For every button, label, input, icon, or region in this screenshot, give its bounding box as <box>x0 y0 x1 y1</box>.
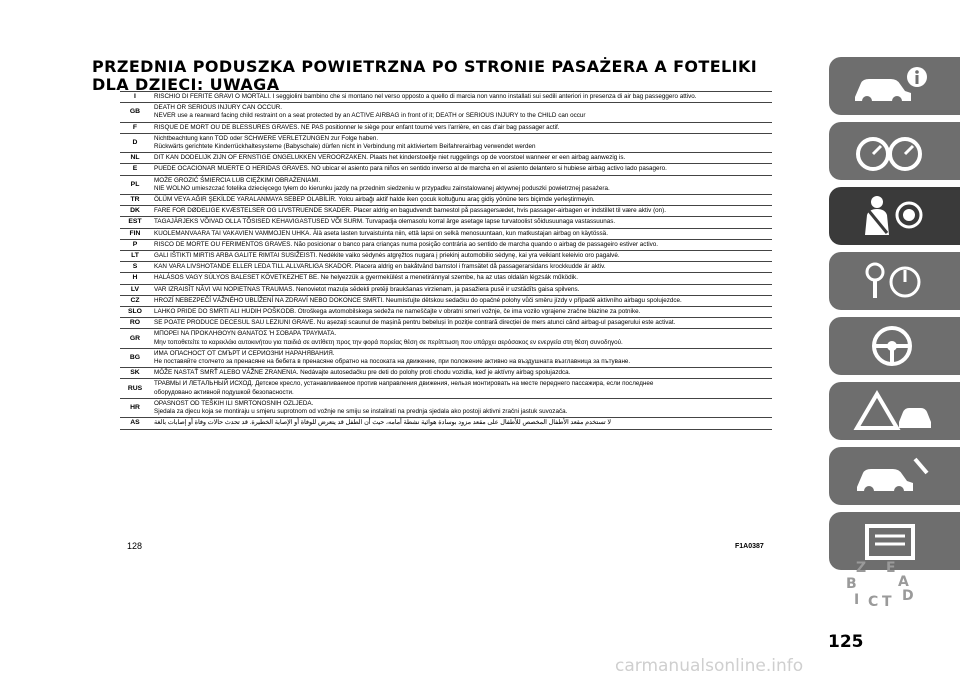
warning-row <box>120 153 772 164</box>
warning-text <box>150 92 772 103</box>
language-code: GB <box>120 103 150 122</box>
warning-text <box>150 239 772 250</box>
tab-safety[interactable] <box>829 187 960 245</box>
language-code: F <box>120 122 150 133</box>
warning-text <box>150 122 772 133</box>
language-code: LT <box>120 251 150 262</box>
language-code: RUS <box>120 379 150 398</box>
language-code: RO <box>120 318 150 329</box>
index-letter: A <box>898 574 909 590</box>
tab-driving[interactable] <box>829 317 960 375</box>
index-letter: E <box>886 560 896 576</box>
tab-emergency[interactable] <box>829 382 960 440</box>
warning-text <box>150 284 772 295</box>
language-code: SLO <box>120 307 150 318</box>
warning-text <box>150 206 772 217</box>
language-code: NL <box>120 153 150 164</box>
warning-row <box>120 329 772 348</box>
warning-line: TAGAJÄRJEKS VÕIVAD OLLA TÕSISED KEHAVIGASTUSED VÕI SURM. Turvapadja olemasolu korral ärge asetage lapse turvatoolist sõidusuunaga vastassuunas. <box>154 218 616 226</box>
seatbelt-airbag-icon <box>847 193 937 239</box>
warning-line: HROZÍ NEBEZPEČÍ VÁŽNÉHO UBLÍŽENÍ NA ZDRAVÍ NEBO DOKONCE SMRTI. Neumísťujte dětskou sedačku do opačné polohy vůči směru jízdy v případě aktivního airbagu spolujezdce. <box>154 296 682 304</box>
language-code: TR <box>120 195 150 206</box>
footer-watermark[interactable]: carmanualsonline.info <box>615 656 804 676</box>
language-code: S <box>120 262 150 273</box>
warning-row <box>120 273 772 284</box>
language-code: DK <box>120 206 150 217</box>
warning-text <box>150 164 772 175</box>
warning-row <box>120 175 772 194</box>
language-code: I <box>120 92 150 103</box>
language-code: H <box>120 273 150 284</box>
warning-text <box>150 251 772 262</box>
language-code: EST <box>120 217 150 228</box>
warning-row <box>120 379 772 398</box>
warning-line: Rückwärts gerichtete Kinderrückhaltesysteme (Babyschale) dürfen nicht in Verbindung mit aktiviertem Beifahrerairbag verwendet werden <box>154 143 536 151</box>
figure-code: F1A0387 <box>735 543 764 550</box>
warning-row <box>120 206 772 217</box>
warning-row <box>120 418 772 429</box>
language-code: AS <box>120 418 150 429</box>
warning-text <box>150 307 772 318</box>
language-code: SK <box>120 368 150 379</box>
warning-row <box>120 228 772 239</box>
warning-line: RISCO DE MORTE OU FERIMENTOS GRAVES. Não posicionar o banco para crianças numa posição contrária ao sentido de marcha quando o airbag de passageiro estiver activo. <box>154 240 658 248</box>
warning-row <box>120 318 772 329</box>
warning-row <box>120 103 772 122</box>
warning-line: HALÁSOS VAGY SÚLYOS BALESET KÖVETKEZHET BE. Ne helyezzük a gyermekülést a menetiránnyal szembe, ha az utas oldalán légzsák működik. <box>154 274 578 282</box>
tab-dashboard[interactable] <box>829 122 960 180</box>
warning-row <box>120 262 772 273</box>
warning-line: ИМА ОПАСНОСТ ОТ СМЪРТ И СЕРИОЗНИ НАРАНЯВАНИЯ. <box>154 349 335 357</box>
warning-line: ΜΠΟΡΕΙ ΝΑ ΠΡΟΚΛΗΘΟΥΝ ΘΑΝΑΤΟΣ Ή ΣΟΒΑΡΑ ΤΡΑΥΜΑΤΑ. <box>154 330 337 338</box>
warning-text <box>150 273 772 284</box>
warning-line: MOŻE GROZIĆ ŚMIERCIA LUB CIĘŻKIMI OBRAŻENIAMI. <box>154 176 321 184</box>
car-info-icon <box>847 63 937 109</box>
key-start-icon <box>847 258 937 304</box>
tab-starting[interactable] <box>829 252 960 310</box>
warning-text <box>150 195 772 206</box>
warning-row <box>120 251 772 262</box>
warning-row <box>120 307 772 318</box>
technical-data-icon <box>847 518 937 564</box>
warning-line: ТРАВМЫ И ЛЕТАЛЬНЫЙ ИСХОД. Детское кресло, устанавливаемое против направления движения, нельзя монтировать на месте переднего пассажира, если последнее <box>154 380 654 388</box>
warning-line: KUOLEMANVAARA TAI VAKAVIEN VAMMOJEN UHKA. Älä aseta lasten turvaistuinta niin, että lapsi on selkä menosuuntaan, kun matkustajan airbag on käytössä. <box>154 229 608 237</box>
warning-line: оборудовано активной подушкой безопасности. <box>154 388 294 396</box>
warning-line: FARE FOR DØDELIGE KVÆSTELSER OG LIVSTRUENDE SKADER. Placer aldrig en bagudvendt barnestol på passagersædet, hvis passager-airbagen er indstillet til være aktiv (on). <box>154 207 667 215</box>
warning-text <box>150 133 772 152</box>
warning-text <box>150 418 772 429</box>
warning-row <box>120 195 772 206</box>
warning-line: ÖLÜM VEYA AĞIR ŞEKİLDE YARALANMAYA SEBEP OLABİLİR. Yolcu airbağı aktif halde iken çocuk koltuğunu araç gidiş yönüne ters biçimde yerleştirmeyin. <box>154 196 595 204</box>
warning-line: VAR IZRAISĪT NĀVI VAI NOPIETNAS TRAUMAS. Nenovietot mazuļa sēdekli pretēji braukšanas virzienam, ja pasažiera pusē ir uzstādīts gaisa spilvens. <box>154 285 580 293</box>
warning-row <box>120 348 772 367</box>
tab-car-info[interactable] <box>829 57 960 115</box>
language-code: BG <box>120 348 150 367</box>
warning-row <box>120 295 772 306</box>
warning-text <box>150 318 772 329</box>
language-code: CZ <box>120 295 150 306</box>
figure-page-number: 128 <box>127 541 143 551</box>
language-code: E <box>120 164 150 175</box>
airbag-warning-table <box>120 91 772 430</box>
warning-line: Nichtbeachtung kann TOD oder SCHWERE VERLETZUNGEN zur Folge haben. <box>154 134 379 142</box>
language-code: P <box>120 239 150 250</box>
warning-text <box>150 217 772 228</box>
warning-line: RISQUE DE MORT OU DE BLESSURES GRAVES. NE PAS positionner le siège pour enfant tourné vers l'arrière, en cas d'air bag passager actif. <box>154 123 560 131</box>
index-letter: B <box>846 576 857 592</box>
wrench-car-icon <box>847 453 937 499</box>
warning-text <box>150 379 772 398</box>
steering-wheel-icon <box>847 323 937 369</box>
index-letter: D <box>902 588 914 604</box>
warning-line: GALI IŠTIKTI MIRTIS ARBA GALITE RIMTAI SUSIŽEISTI. Nedėkite vaiko sėdynės atgręžtos nugara į priekinį automobilio sėdynę, kai yra veikiant keleivio oro pagalvė. <box>154 252 620 260</box>
warning-text <box>150 295 772 306</box>
warning-row <box>120 122 772 133</box>
warning-line: لا تستخدم مقعد الأطفال المخصص للأطفال على مقعد مزود بوسادة هوائية نشطة أمامه، حيث أن الطفل قد يتعرض للوفاة أو الإصابة الخطيرة. قد تحدث حالات وفاة أو إصابات بالغة <box>154 419 611 427</box>
warning-text <box>150 329 772 348</box>
warning-text <box>150 348 772 367</box>
warning-line: Μην τοποθετείτε το καρεκλάκι αυτοκινήτου για παιδιά σε αντίθετη προς την φορά πορείας θέση σε περίπτωση που υπάρχει αερόσακος εν ενεργεία στη θέση συνοδηγού. <box>154 338 623 346</box>
page-number: 125 <box>828 632 864 652</box>
page-title: PRZEDNIA PODUSZKA POWIETRZNA PO STRONIE PASAŻERA A FOTELIKI DLA DZIECI: UWAGA <box>92 57 758 94</box>
language-code: FIN <box>120 228 150 239</box>
language-code: PL <box>120 175 150 194</box>
warning-row <box>120 284 772 295</box>
warning-line: KAN VARA LIVSHOTANDE ELLER LEDA TILL ALLVARLIGA SKADOR. Placera aldrig en bakåtvänd barnstol i framsätet då passagerarsidans krockkudde är aktiv. <box>154 263 606 271</box>
warning-line: NIE WOLNO umieszczać fotelika dziecięcego tyłem do kierunku jazdy na przednim siedzeniu w przypadku zainstalowanej aktywnej poduszki powietrznej pasażera. <box>154 184 610 192</box>
warning-text <box>150 228 772 239</box>
language-code: HR <box>120 398 150 417</box>
index-tab-letters[interactable] <box>842 560 922 615</box>
warning-line: Sjedala za djecu koja se montiraju u smjeru suprotnom od vožnje ne smiju se instalirati na prednja sjedala ako postoji aktivni zračni jastuk suvozača. <box>154 408 568 416</box>
dashboard-icon <box>847 128 937 174</box>
warning-line: SE POATE PRODUCE DECESUL SAU LEZIUNI GRAVE. Nu așezați scaunul de mașină pentru bebeluși în poziție contrară direcției de mers atunci când airbag-ul pasagerului este activat. <box>154 319 676 327</box>
index-letter: T <box>882 594 892 610</box>
warning-row <box>120 92 772 103</box>
tab-maintenance[interactable] <box>829 447 960 505</box>
warning-line: PUEDE OCACIONAR MUERTE O HERIDAS GRAVES. NO ubicar el asiento para niños en sentido inverso al de marcha en el asiento delantero si hubiese airbag activo lado pasagero. <box>154 165 667 173</box>
warning-line: RISCHIO DI FERITE GRAVI O MORTALI. I seggiolini bambino che si montano nel verso opposto a quello di marcia non vanno installati sui sedili anteriori in presenza di air bag passeggero attivo. <box>154 93 697 100</box>
warning-text <box>150 398 772 417</box>
warning-row <box>120 398 772 417</box>
index-letter: I <box>854 592 860 608</box>
language-code: D <box>120 133 150 152</box>
language-code: GR <box>120 329 150 348</box>
warning-text <box>150 262 772 273</box>
index-letter: Z <box>856 560 867 576</box>
warning-line: MÔŽE NASTAŤ SMRŤ ALEBO VÁŽNE ZRANENIA. Nedávajte autosedačku pre deti do polohy proti chodu vozidla, keď je aktívny airbag spolujazdca. <box>154 369 571 377</box>
warning-line: NEVER use a rearward facing child restraint on a seat protected by an ACTIVE AIRBAG in front of it; DEATH or SERIOUS INJURY to the CHILD can occur <box>154 112 586 120</box>
warning-text <box>150 368 772 379</box>
warning-text <box>150 175 772 194</box>
warning-row <box>120 217 772 228</box>
warning-line: LAHKO PRIDE DO SMRTI ALI HUDIH POŠKODB. Otroškega avtomobilskega sedeža ne nameščajte v obratni smeri vožnje, če ima vozilo vgrajene zračne blazine za potnike. <box>154 308 641 316</box>
warning-row <box>120 164 772 175</box>
warning-line: DIT KAN DODELIJK ZIJN OF ERNSTIGE ONGELUKKEN VEROORZAKEN. Plaats het kinderstoeltje niet ruggelings op de voorstoel wanneer er een airbag aanwezig is. <box>154 154 626 162</box>
warning-line: OPASNOST OD TEŠKIH ILI SMRTONOSNIH OZLJEDA. <box>154 399 314 407</box>
warning-car-icon <box>847 388 937 434</box>
warning-row <box>120 239 772 250</box>
warning-row <box>120 368 772 379</box>
warning-text <box>150 103 772 122</box>
language-code: LV <box>120 284 150 295</box>
warning-text <box>150 153 772 164</box>
warning-line: DEATH OR SERIOUS INJURY CAN OCCUR. <box>154 104 283 112</box>
index-letter: C <box>868 594 879 610</box>
warning-line: Не поставяйте столчето за пренасяне на бебета в пренасяне обратно на посоката на движение, при положение активно на въздушната възглавница за пътуване. <box>154 358 631 366</box>
warning-row <box>120 133 772 152</box>
